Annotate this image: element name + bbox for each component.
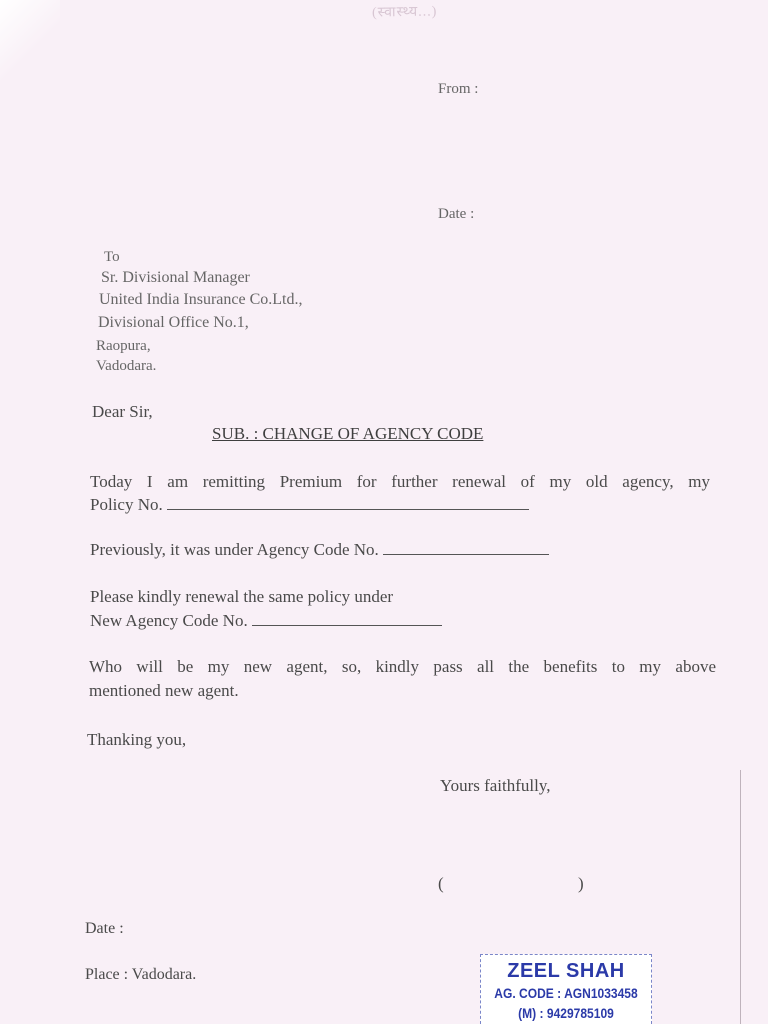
page-edge-line (740, 770, 741, 1024)
policy-no-label: Policy No. (90, 495, 163, 514)
new-agency-label: New Agency Code No. (90, 611, 248, 630)
old-agency-blank (383, 540, 549, 555)
para1-line1: Today I am remitting Premium for further renewal of my old agency, my (90, 472, 710, 491)
address-to: To (104, 249, 120, 265)
agent-stamp (480, 954, 652, 1024)
policy-no-blank (167, 495, 529, 510)
para2 (90, 540, 549, 560)
address-line: Vadodara. (96, 358, 157, 374)
para3-line1: Please kindly renewal the same policy under (90, 587, 394, 606)
yours-faithfully: Yours faithfully, (440, 776, 551, 795)
stamp-name: ZEEL SHAH (507, 960, 625, 982)
address-line: Raopura, (96, 338, 151, 354)
thanking-you: Thanking you, (87, 730, 187, 749)
stamp-mobile: (M) : 9429785109 (518, 1005, 614, 1021)
address-line: Divisional Office No.1, (98, 314, 249, 331)
address-line: United India Insurance Co.Ltd., (99, 291, 303, 308)
old-agency-label: Previously, it was under Agency Code No. (90, 540, 379, 559)
signature-close-paren: ) (578, 874, 584, 893)
para4-line1: Who will be my new agent, so, kindly pass all the benefits to my above (89, 657, 716, 676)
new-agency-blank (252, 611, 442, 626)
address-line: Sr. Divisional Manager (101, 269, 250, 286)
faint-handwriting: (स्वास्थ्य...) (371, 4, 438, 21)
para1-line2 (90, 495, 529, 515)
paper-scuff (0, 0, 60, 80)
subject-line: SUB. : CHANGE OF AGENCY CODE (212, 424, 484, 443)
from-label: From : (438, 81, 479, 97)
stamp-agency-code: AG. CODE : AGN1033458 (494, 985, 638, 1001)
date-label-top: Date : (438, 206, 475, 222)
salutation: Dear Sir, (92, 402, 153, 421)
place-label: Place : Vadodara. (85, 966, 197, 983)
date-label-bottom: Date : (85, 920, 124, 937)
para3-line2 (90, 611, 442, 631)
para4-line2: mentioned new agent. (89, 681, 239, 700)
signature-open-paren: ( (438, 874, 444, 893)
